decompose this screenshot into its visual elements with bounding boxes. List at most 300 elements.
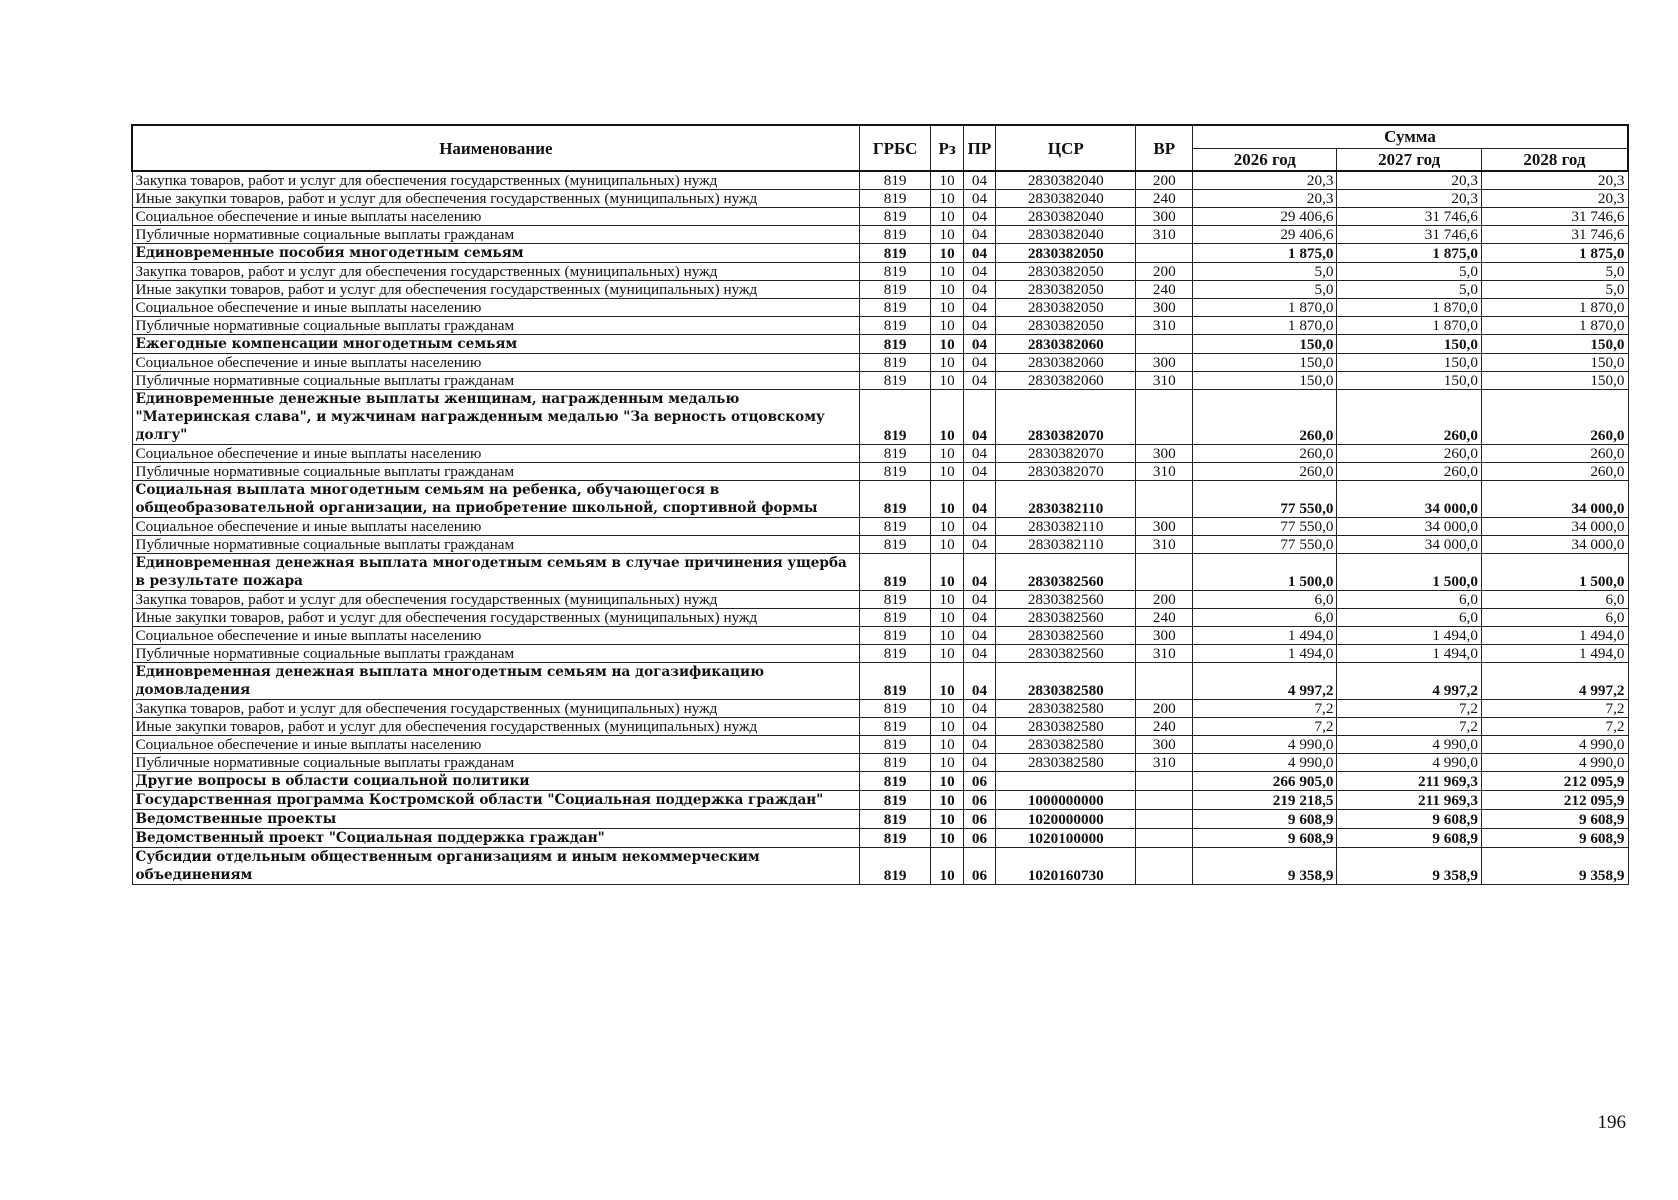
row-pr: 04 (963, 718, 995, 736)
table-row (132, 609, 1628, 627)
row-pr: 04 (963, 390, 995, 445)
row-sum-2026: 260,0 (1193, 463, 1337, 481)
row-vr: 240 (1136, 281, 1193, 299)
row-sum-2026: 4 997,2 (1193, 663, 1337, 700)
budget-table (131, 124, 1629, 885)
row-rz: 10 (931, 848, 963, 885)
row-grbs: 819 (859, 335, 931, 354)
row-pr: 04 (963, 317, 995, 335)
row-vr: 240 (1136, 609, 1193, 627)
row-sum-2028: 4 997,2 (1481, 663, 1628, 700)
row-sum-2027: 1 494,0 (1337, 627, 1481, 645)
row-sum-2027: 6,0 (1337, 609, 1481, 627)
row-sum-2028: 5,0 (1481, 281, 1628, 299)
row-rz: 10 (931, 736, 963, 754)
row-sum-2027: 1 870,0 (1337, 317, 1481, 335)
row-rz: 10 (931, 445, 963, 463)
row-grbs: 819 (859, 848, 931, 885)
row-grbs: 819 (859, 810, 931, 829)
row-csr: 2830382070 (996, 463, 1136, 481)
row-rz: 10 (931, 591, 963, 609)
row-name: Ведомственные проекты (132, 810, 859, 829)
row-grbs: 819 (859, 754, 931, 772)
row-vr: 310 (1136, 754, 1193, 772)
row-grbs: 819 (859, 518, 931, 536)
row-vr (1136, 335, 1193, 354)
row-pr: 04 (963, 244, 995, 263)
row-csr: 2830382580 (996, 736, 1136, 754)
row-sum-2027: 7,2 (1337, 700, 1481, 718)
row-csr: 2830382560 (996, 554, 1136, 591)
row-sum-2026: 77 550,0 (1193, 481, 1337, 518)
row-sum-2027: 4 990,0 (1337, 754, 1481, 772)
row-sum-2026: 1 500,0 (1193, 554, 1337, 591)
row-vr: 310 (1136, 226, 1193, 244)
table-row (132, 372, 1628, 390)
row-name: Иные закупки товаров, работ и услуг для обеспечения государственных (муниципальных) нужд (132, 190, 859, 208)
row-rz: 10 (931, 536, 963, 554)
table-row (132, 754, 1628, 772)
row-name: Иные закупки товаров, работ и услуг для обеспечения государственных (муниципальных) нужд (132, 718, 859, 736)
row-pr: 04 (963, 335, 995, 354)
row-rz: 10 (931, 263, 963, 281)
row-name: Социальное обеспечение и иные выплаты населению (132, 299, 859, 317)
row-sum-2026: 7,2 (1193, 718, 1337, 736)
row-vr: 310 (1136, 536, 1193, 554)
header-name: Наименование (132, 125, 859, 171)
row-vr: 300 (1136, 445, 1193, 463)
row-csr: 1020000000 (996, 810, 1136, 829)
row-vr: 240 (1136, 718, 1193, 736)
row-sum-2027: 6,0 (1337, 591, 1481, 609)
row-rz: 10 (931, 354, 963, 372)
row-sum-2026: 150,0 (1193, 335, 1337, 354)
row-name: Социальное обеспечение и иные выплаты населению (132, 627, 859, 645)
row-name: Публичные нормативные социальные выплаты гражданам (132, 536, 859, 554)
table-row (132, 518, 1628, 536)
row-name: Иные закупки товаров, работ и услуг для обеспечения государственных (муниципальных) нужд (132, 609, 859, 627)
row-sum-2028: 1 500,0 (1481, 554, 1628, 591)
row-rz: 10 (931, 171, 963, 190)
row-csr: 2830382560 (996, 645, 1136, 663)
row-sum-2027: 9 358,9 (1337, 848, 1481, 885)
row-sum-2027: 1 500,0 (1337, 554, 1481, 591)
row-sum-2027: 1 494,0 (1337, 645, 1481, 663)
row-sum-2028: 4 990,0 (1481, 736, 1628, 754)
table-row (132, 354, 1628, 372)
row-csr: 2830382050 (996, 317, 1136, 335)
row-name: Публичные нормативные социальные выплаты гражданам (132, 372, 859, 390)
row-csr: 2830382070 (996, 445, 1136, 463)
row-sum-2028: 150,0 (1481, 354, 1628, 372)
row-rz: 10 (931, 208, 963, 226)
row-rz: 10 (931, 718, 963, 736)
row-sum-2027: 20,3 (1337, 171, 1481, 190)
row-sum-2028: 34 000,0 (1481, 536, 1628, 554)
row-csr: 2830382580 (996, 663, 1136, 700)
table-row (132, 554, 1628, 591)
table-row (132, 463, 1628, 481)
row-vr (1136, 390, 1193, 445)
row-sum-2028: 34 000,0 (1481, 518, 1628, 536)
row-sum-2028: 212 095,9 (1481, 772, 1628, 791)
row-grbs: 819 (859, 390, 931, 445)
row-sum-2027: 4 997,2 (1337, 663, 1481, 700)
table-row (132, 263, 1628, 281)
row-rz: 10 (931, 226, 963, 244)
row-name: Социальное обеспечение и иные выплаты населению (132, 208, 859, 226)
row-sum-2028: 150,0 (1481, 372, 1628, 390)
row-name: Иные закупки товаров, работ и услуг для обеспечения государственных (муниципальных) нужд (132, 281, 859, 299)
row-grbs: 819 (859, 718, 931, 736)
row-name: Социальное обеспечение и иные выплаты населению (132, 736, 859, 754)
row-sum-2027: 34 000,0 (1337, 536, 1481, 554)
row-sum-2026: 4 990,0 (1193, 736, 1337, 754)
row-sum-2026: 4 990,0 (1193, 754, 1337, 772)
row-grbs: 819 (859, 226, 931, 244)
row-vr: 300 (1136, 736, 1193, 754)
row-sum-2026: 1 870,0 (1193, 299, 1337, 317)
row-sum-2026: 9 608,9 (1193, 829, 1337, 848)
table-row (132, 171, 1628, 190)
table-row (132, 481, 1628, 518)
row-grbs: 819 (859, 190, 931, 208)
row-grbs: 819 (859, 354, 931, 372)
row-rz: 10 (931, 518, 963, 536)
row-sum-2028: 20,3 (1481, 190, 1628, 208)
row-csr: 2830382580 (996, 718, 1136, 736)
header-grbs: ГРБС (859, 125, 931, 171)
row-pr: 04 (963, 554, 995, 591)
row-pr: 04 (963, 627, 995, 645)
row-grbs: 819 (859, 299, 931, 317)
row-pr: 04 (963, 445, 995, 463)
row-sum-2026: 219 218,5 (1193, 791, 1337, 810)
row-sum-2027: 1 870,0 (1337, 299, 1481, 317)
row-pr: 04 (963, 281, 995, 299)
row-csr: 2830382060 (996, 372, 1136, 390)
table-row (132, 591, 1628, 609)
row-sum-2027: 5,0 (1337, 263, 1481, 281)
row-name: Социальное обеспечение и иные выплаты населению (132, 518, 859, 536)
row-pr: 04 (963, 226, 995, 244)
row-sum-2026: 260,0 (1193, 445, 1337, 463)
row-csr: 2830382110 (996, 536, 1136, 554)
row-csr: 2830382070 (996, 390, 1136, 445)
row-name: Единовременные денежные выплаты женщинам, награжденным медалью "Материнская слава", и мужчинам награжденным медалью "За верность отцовскому долгу" (132, 390, 859, 445)
row-sum-2027: 20,3 (1337, 190, 1481, 208)
row-pr: 04 (963, 481, 995, 518)
table-row (132, 445, 1628, 463)
row-sum-2027: 260,0 (1337, 463, 1481, 481)
row-rz: 10 (931, 645, 963, 663)
row-grbs: 819 (859, 791, 931, 810)
row-csr: 2830382560 (996, 627, 1136, 645)
row-vr: 310 (1136, 317, 1193, 335)
row-sum-2027: 34 000,0 (1337, 481, 1481, 518)
row-pr: 04 (963, 609, 995, 627)
row-pr: 04 (963, 463, 995, 481)
row-pr: 04 (963, 354, 995, 372)
row-sum-2028: 31 746,6 (1481, 208, 1628, 226)
header-pr: ПР (963, 125, 995, 171)
row-name: Публичные нормативные социальные выплаты гражданам (132, 645, 859, 663)
row-sum-2026: 7,2 (1193, 700, 1337, 718)
row-name: Единовременная денежная выплата многодетным семьям на догазификацию домовладения (132, 663, 859, 700)
row-name: Единовременные пособия многодетным семьям (132, 244, 859, 263)
row-sum-2026: 1 875,0 (1193, 244, 1337, 263)
row-name: Социальное обеспечение и иные выплаты населению (132, 445, 859, 463)
header-csr: ЦСР (996, 125, 1136, 171)
row-grbs: 819 (859, 663, 931, 700)
row-sum-2026: 6,0 (1193, 591, 1337, 609)
table-row (132, 810, 1628, 829)
row-vr (1136, 772, 1193, 791)
row-csr: 2830382060 (996, 335, 1136, 354)
row-sum-2026: 9 608,9 (1193, 810, 1337, 829)
row-sum-2026: 77 550,0 (1193, 536, 1337, 554)
row-vr: 300 (1136, 299, 1193, 317)
row-pr: 06 (963, 829, 995, 848)
row-grbs: 819 (859, 591, 931, 609)
row-sum-2026: 9 358,9 (1193, 848, 1337, 885)
row-sum-2027: 1 875,0 (1337, 244, 1481, 263)
table-row (132, 244, 1628, 263)
table-row (132, 390, 1628, 445)
row-sum-2026: 1 494,0 (1193, 627, 1337, 645)
row-grbs: 819 (859, 263, 931, 281)
row-sum-2026: 29 406,6 (1193, 226, 1337, 244)
row-csr: 2830382050 (996, 281, 1136, 299)
row-sum-2028: 150,0 (1481, 335, 1628, 354)
row-vr (1136, 554, 1193, 591)
header-vr: ВР (1136, 125, 1193, 171)
row-csr: 2830382060 (996, 354, 1136, 372)
table-row (132, 700, 1628, 718)
row-sum-2026: 1 494,0 (1193, 645, 1337, 663)
row-sum-2028: 20,3 (1481, 171, 1628, 190)
row-name: Субсидии отдельным общественным организациям и иным некоммерческим объединениям (132, 848, 859, 885)
row-sum-2028: 9 608,9 (1481, 810, 1628, 829)
table-row (132, 335, 1628, 354)
row-sum-2027: 211 969,3 (1337, 791, 1481, 810)
row-name: Публичные нормативные социальные выплаты гражданам (132, 317, 859, 335)
row-sum-2026: 77 550,0 (1193, 518, 1337, 536)
row-sum-2027: 9 608,9 (1337, 810, 1481, 829)
row-rz: 10 (931, 299, 963, 317)
row-sum-2028: 7,2 (1481, 700, 1628, 718)
row-name: Закупка товаров, работ и услуг для обеспечения государственных (муниципальных) нужд (132, 263, 859, 281)
row-sum-2027: 31 746,6 (1337, 208, 1481, 226)
row-sum-2027: 34 000,0 (1337, 518, 1481, 536)
table-row (132, 627, 1628, 645)
row-name: Ежегодные компенсации многодетным семьям (132, 335, 859, 354)
table-row (132, 281, 1628, 299)
row-csr: 1000000000 (996, 791, 1136, 810)
row-pr: 04 (963, 263, 995, 281)
row-grbs: 819 (859, 627, 931, 645)
table-row (132, 299, 1628, 317)
row-rz: 10 (931, 627, 963, 645)
row-sum-2027: 7,2 (1337, 718, 1481, 736)
row-vr (1136, 810, 1193, 829)
table-row (132, 772, 1628, 791)
header-rz: Рз (931, 125, 963, 171)
row-name: Закупка товаров, работ и услуг для обеспечения государственных (муниципальных) нужд (132, 171, 859, 190)
table-row (132, 736, 1628, 754)
row-vr: 300 (1136, 354, 1193, 372)
row-sum-2028: 1 494,0 (1481, 627, 1628, 645)
row-sum-2026: 5,0 (1193, 263, 1337, 281)
row-rz: 10 (931, 390, 963, 445)
row-pr: 04 (963, 663, 995, 700)
row-csr: 2830382050 (996, 244, 1136, 263)
table-row (132, 791, 1628, 810)
row-sum-2028: 1 875,0 (1481, 244, 1628, 263)
row-vr: 200 (1136, 591, 1193, 609)
row-csr: 2830382040 (996, 208, 1136, 226)
row-vr: 200 (1136, 171, 1193, 190)
row-grbs: 819 (859, 829, 931, 848)
row-sum-2028: 4 990,0 (1481, 754, 1628, 772)
row-sum-2026: 1 870,0 (1193, 317, 1337, 335)
page-number: 196 (1597, 1112, 1626, 1133)
row-sum-2027: 150,0 (1337, 372, 1481, 390)
row-grbs: 819 (859, 281, 931, 299)
row-grbs: 819 (859, 171, 931, 190)
row-rz: 10 (931, 700, 963, 718)
row-pr: 06 (963, 848, 995, 885)
row-rz: 10 (931, 372, 963, 390)
row-grbs: 819 (859, 609, 931, 627)
row-pr: 04 (963, 645, 995, 663)
row-pr: 04 (963, 700, 995, 718)
row-sum-2027: 150,0 (1337, 335, 1481, 354)
row-vr (1136, 848, 1193, 885)
row-grbs: 819 (859, 554, 931, 591)
row-sum-2027: 4 990,0 (1337, 736, 1481, 754)
row-pr: 04 (963, 736, 995, 754)
row-name: Государственная программа Костромской области "Социальная поддержка граждан" (132, 791, 859, 810)
table-row (132, 226, 1628, 244)
row-sum-2027: 150,0 (1337, 354, 1481, 372)
row-vr: 300 (1136, 518, 1193, 536)
row-rz: 10 (931, 190, 963, 208)
row-name: Социальное обеспечение и иные выплаты населению (132, 354, 859, 372)
row-sum-2027: 260,0 (1337, 390, 1481, 445)
row-sum-2028: 260,0 (1481, 463, 1628, 481)
table-body (132, 171, 1628, 885)
row-pr: 04 (963, 190, 995, 208)
row-vr: 200 (1136, 263, 1193, 281)
row-vr: 240 (1136, 190, 1193, 208)
row-sum-2028: 34 000,0 (1481, 481, 1628, 518)
table-row (132, 848, 1628, 885)
row-rz: 10 (931, 463, 963, 481)
table-row (132, 663, 1628, 700)
row-rz: 10 (931, 791, 963, 810)
row-csr: 2830382050 (996, 263, 1136, 281)
row-sum-2028: 260,0 (1481, 445, 1628, 463)
row-sum-2028: 212 095,9 (1481, 791, 1628, 810)
row-pr: 04 (963, 171, 995, 190)
row-sum-2028: 9 608,9 (1481, 829, 1628, 848)
row-pr: 04 (963, 372, 995, 390)
row-csr: 2830382560 (996, 609, 1136, 627)
row-sum-2027: 31 746,6 (1337, 226, 1481, 244)
row-name: Публичные нормативные социальные выплаты гражданам (132, 754, 859, 772)
row-name: Закупка товаров, работ и услуг для обеспечения государственных (муниципальных) нужд (132, 591, 859, 609)
row-name: Социальная выплата многодетным семьям на ребенка, обучающегося в общеобразовательной организации, на приобретение школьной, спортивной формы (132, 481, 859, 518)
header-2027: 2027 год (1337, 148, 1481, 171)
row-vr (1136, 829, 1193, 848)
row-name: Другие вопросы в области социальной политики (132, 772, 859, 791)
row-sum-2027: 9 608,9 (1337, 829, 1481, 848)
row-name: Публичные нормативные социальные выплаты гражданам (132, 226, 859, 244)
row-grbs: 819 (859, 208, 931, 226)
row-rz: 10 (931, 335, 963, 354)
row-sum-2026: 260,0 (1193, 390, 1337, 445)
row-sum-2026: 20,3 (1193, 171, 1337, 190)
row-vr (1136, 481, 1193, 518)
row-sum-2026: 5,0 (1193, 281, 1337, 299)
row-sum-2028: 1 870,0 (1481, 317, 1628, 335)
header-sum: Сумма (1193, 125, 1628, 148)
row-vr: 200 (1136, 700, 1193, 718)
header-2028: 2028 год (1481, 148, 1628, 171)
table-row (132, 829, 1628, 848)
row-rz: 10 (931, 829, 963, 848)
row-pr: 04 (963, 591, 995, 609)
row-vr: 300 (1136, 208, 1193, 226)
row-grbs: 819 (859, 536, 931, 554)
row-csr: 1020160730 (996, 848, 1136, 885)
row-vr (1136, 244, 1193, 263)
row-vr (1136, 663, 1193, 700)
row-grbs: 819 (859, 463, 931, 481)
row-grbs: 819 (859, 244, 931, 263)
row-grbs: 819 (859, 445, 931, 463)
row-vr: 310 (1136, 463, 1193, 481)
row-sum-2026: 150,0 (1193, 372, 1337, 390)
row-csr (996, 772, 1136, 791)
row-sum-2026: 6,0 (1193, 609, 1337, 627)
row-rz: 10 (931, 609, 963, 627)
row-name: Единовременная денежная выплата многодетным семьям в случае причинения ущерба в результате пожара (132, 554, 859, 591)
row-sum-2026: 20,3 (1193, 190, 1337, 208)
row-sum-2027: 211 969,3 (1337, 772, 1481, 791)
row-sum-2026: 29 406,6 (1193, 208, 1337, 226)
row-grbs: 819 (859, 481, 931, 518)
table-row (132, 190, 1628, 208)
row-sum-2028: 1 870,0 (1481, 299, 1628, 317)
row-name: Закупка товаров, работ и услуг для обеспечения государственных (муниципальных) нужд (132, 700, 859, 718)
row-sum-2026: 266 905,0 (1193, 772, 1337, 791)
row-csr: 2830382040 (996, 226, 1136, 244)
row-sum-2028: 6,0 (1481, 609, 1628, 627)
row-name: Публичные нормативные социальные выплаты гражданам (132, 463, 859, 481)
row-sum-2028: 7,2 (1481, 718, 1628, 736)
row-rz: 10 (931, 810, 963, 829)
row-grbs: 819 (859, 736, 931, 754)
row-sum-2026: 150,0 (1193, 354, 1337, 372)
row-rz: 10 (931, 317, 963, 335)
row-rz: 10 (931, 772, 963, 791)
row-vr: 300 (1136, 627, 1193, 645)
row-csr: 1020100000 (996, 829, 1136, 848)
row-rz: 10 (931, 554, 963, 591)
row-pr: 04 (963, 208, 995, 226)
